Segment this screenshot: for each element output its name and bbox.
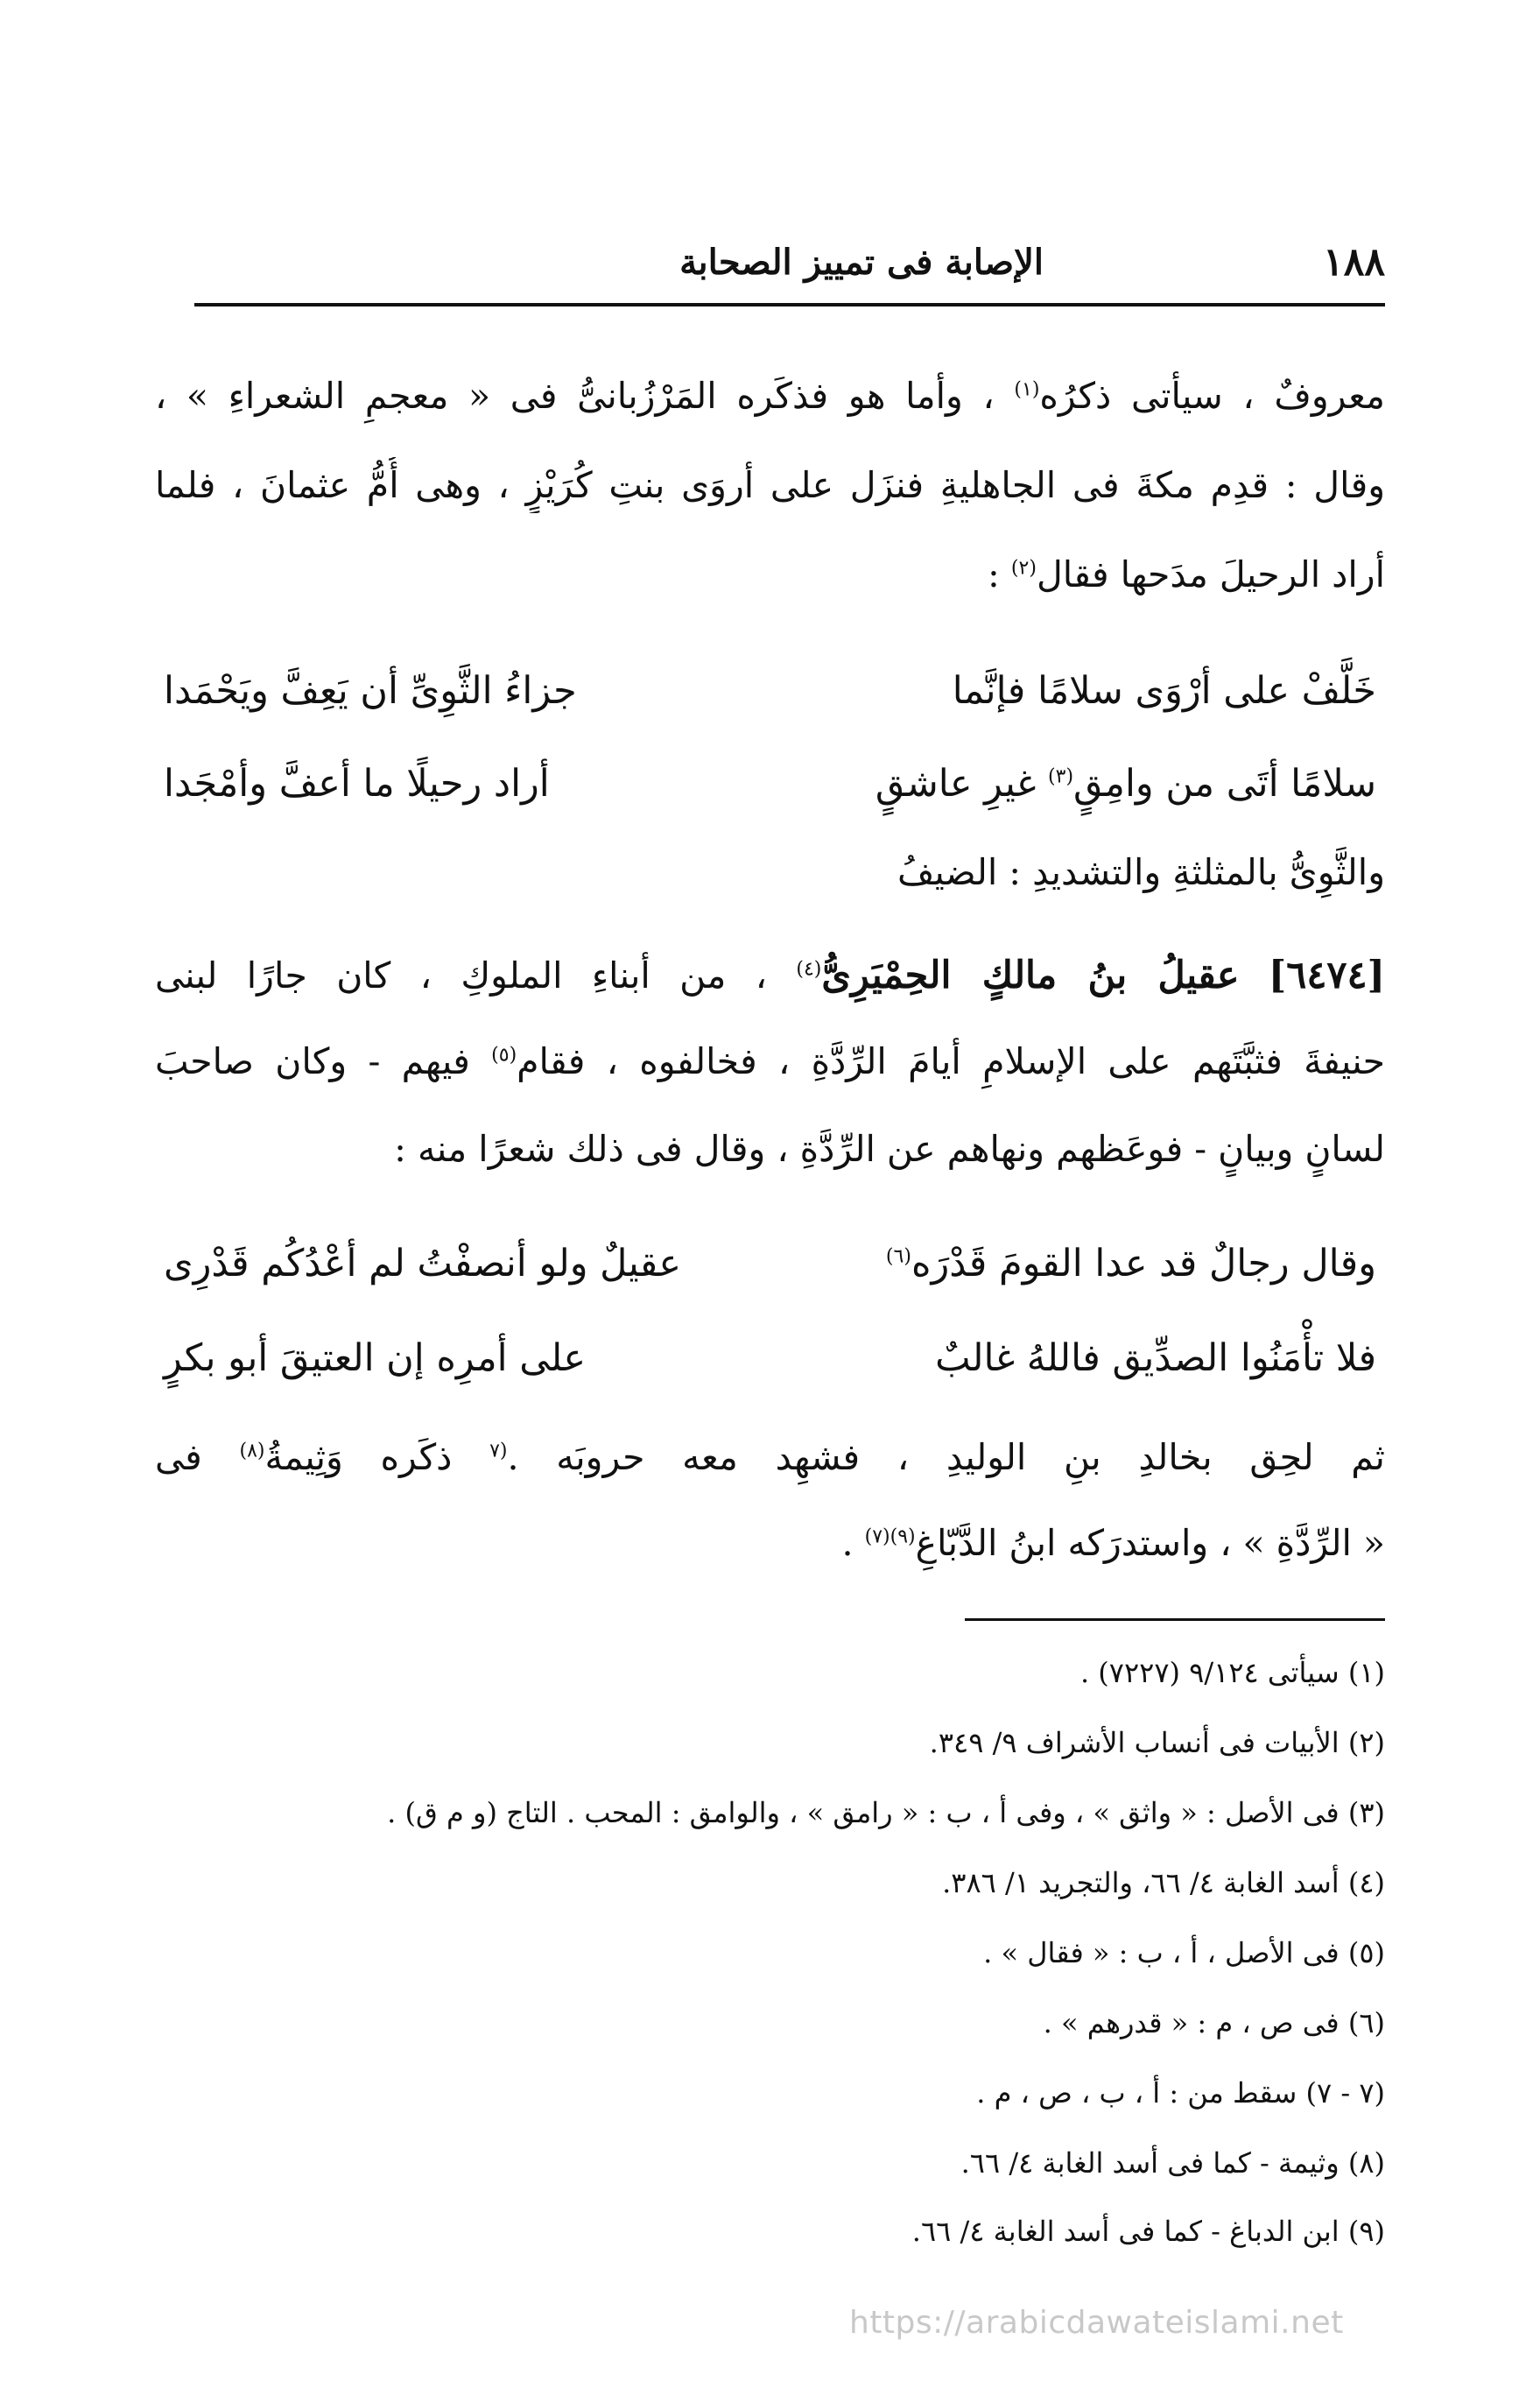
page-header [194, 236, 1385, 289]
footnote-ref-3[interactable]: (٣) [1048, 765, 1074, 788]
page-number: ١٨٨ [1323, 240, 1385, 285]
footnote-6: (٦) فى ص ، م : « قدرهم » . [1043, 2006, 1385, 2039]
footnote-divider [965, 1618, 1385, 1621]
verse-1-second-hemistich: جزاءُ الثَّوِىِّ أن يَعِفَّ ويَحْمَدا [164, 669, 577, 713]
verse-2-second-hemistich: أراد رحيلًا ما أعفَّ وأمْجَدا [164, 762, 550, 806]
footnote-ref-5[interactable]: (٥) [491, 1044, 517, 1067]
footnote-8: (٨) وثيمة - كما فى أسد الغابة ٤/ ٦٦. [960, 2146, 1385, 2180]
verse-4 [155, 1329, 1385, 1387]
verse-3-second-hemistich: عقيلٌ ولو أنصفْتُ لم أعْدُكُم قَدْرِى [164, 1242, 682, 1286]
text-line-7: لسانٍ وبيانٍ - فوعَظهم ونهاهم عن الرِّدَّةِ ، وقال فى ذلك شعرًا منه : [394, 1128, 1385, 1170]
book-title: الإصابة فى تمييز الصحابة [679, 242, 1044, 283]
verse-3 [155, 1235, 1385, 1293]
footnote-ref-9[interactable]: (٩)(٧) [864, 1525, 916, 1548]
footnote-3: (٣) فى الأصل : « واثق » ، وفى أ ، ب : « رامق » ، والوامق : المحب . التاج (و م ق) . [387, 1796, 1385, 1829]
footnote-ref-7[interactable]: (٧ [489, 1440, 508, 1462]
entry-name: عقيلُ بنُ مالكٍ الحِمْيَرِىُّ [821, 954, 1240, 997]
verse-4-second-hemistich: على أمرِه إن العتيقَ أبو بكرٍ [164, 1336, 587, 1380]
verse-1 [155, 662, 1385, 720]
text-line-1: معروفٌ ، سيأتى ذكرُه$^{(١)}$ ، وأما هو فذكَره المَرْزُبانىُّ فى « معجمِ الشعراءِ » ، [155, 375, 1385, 417]
footnote-ref-2[interactable]: (٢) [1010, 557, 1037, 580]
footnote-2: (٢) الأبيات فى أنساب الأشراف ٩/ ٣٤٩. [929, 1726, 1385, 1759]
header-divider [194, 303, 1385, 306]
footnote-4: (٤) أسد الغابة ٤/ ٦٦، والتجريد ١/ ٣٨٦. [942, 1866, 1385, 1899]
footnote-9: (٩) ابن الدباغ - كما فى أسد الغابة ٤/ ٦٦. [911, 2215, 1385, 2248]
text-line-3: أراد الرحيلَ مدَحها فقال$^{(٢)}$ : [988, 553, 1385, 595]
footnote-ref-1[interactable]: (١) [1014, 378, 1040, 401]
gloss-line: والثَّوِىُّ بالمثلثةِ والتشديدِ : الضيفُ [897, 851, 1385, 893]
entry-number: [٦٤٧٤] [1268, 954, 1385, 997]
text-line-6: حنيفةَ فثبَّتَهم على الإسلامِ أيامَ الرِّدَّةِ ، فخالفوه ، فقام$^{(٥)}$ فيهم - وكان صاحبَ [155, 1040, 1385, 1082]
footnote-7: (٧ - ٧) سقط من : أ ، ب ، ص ، م . [976, 2076, 1385, 2110]
text-line-10: ثم لحِق بخالدِ بنِ الوليدِ ، فشهِد معه حروبَه .$^{(٧}$ ذكَره وَثِيمةُ$^{(٨)}$ فى [155, 1436, 1385, 1478]
footnote-5: (٥) فى الأصل ، أ ، ب : « فقال » . [983, 1936, 1385, 1969]
footnote-1: (١) سيأتى ٩/١٢٤ (٧٢٢٧) . [1079, 1656, 1385, 1689]
text-line-2: وقال : قدِم مكةَ فى الجاهليةِ فنزَل على أروَى بنتِ كُرَيْزٍ ، وهى أُمُّ عثمانَ ، فلما [155, 464, 1385, 506]
verse-4-first-hemistich: فلا تأْمَنُوا الصدِّيق فاللهُ غالبٌ [935, 1336, 1376, 1380]
verse-1-first-hemistich: خَلَّفْ على أرْوَى سلامًا فإنَّما [952, 669, 1376, 713]
entry-6474: [٦٤٧٤] عقيلُ بنُ مالكٍ الحِمْيَرِىُّ$^{(٤)}$ ، من أبناءِ الملوكِ ، كان جارًا لبنى [155, 954, 1385, 997]
footnote-ref-4[interactable]: (٤) [796, 958, 822, 981]
footnote-ref-6[interactable]: (٦) [885, 1245, 911, 1268]
verse-3-first-hemistich: وقال رجالٌ قد عدا القومَ قَدْرَه$^{(٦)}$ [885, 1242, 1376, 1286]
watermark-url: https://arabicdawateislami.net [849, 2305, 1344, 2341]
text-line-11: « الرِّدَّةِ » ، واستدرَكه ابنُ الدَّبّاغِ$^{(٩)(٧)}$ . [841, 1522, 1385, 1564]
verse-2 [155, 755, 1385, 813]
footnote-ref-8[interactable]: (٨) [239, 1440, 265, 1462]
verse-2-first-hemistich: سلامًا أتَى من وامِقٍ$^{(٣)}$ غيرِ عاشقٍ [875, 762, 1376, 806]
